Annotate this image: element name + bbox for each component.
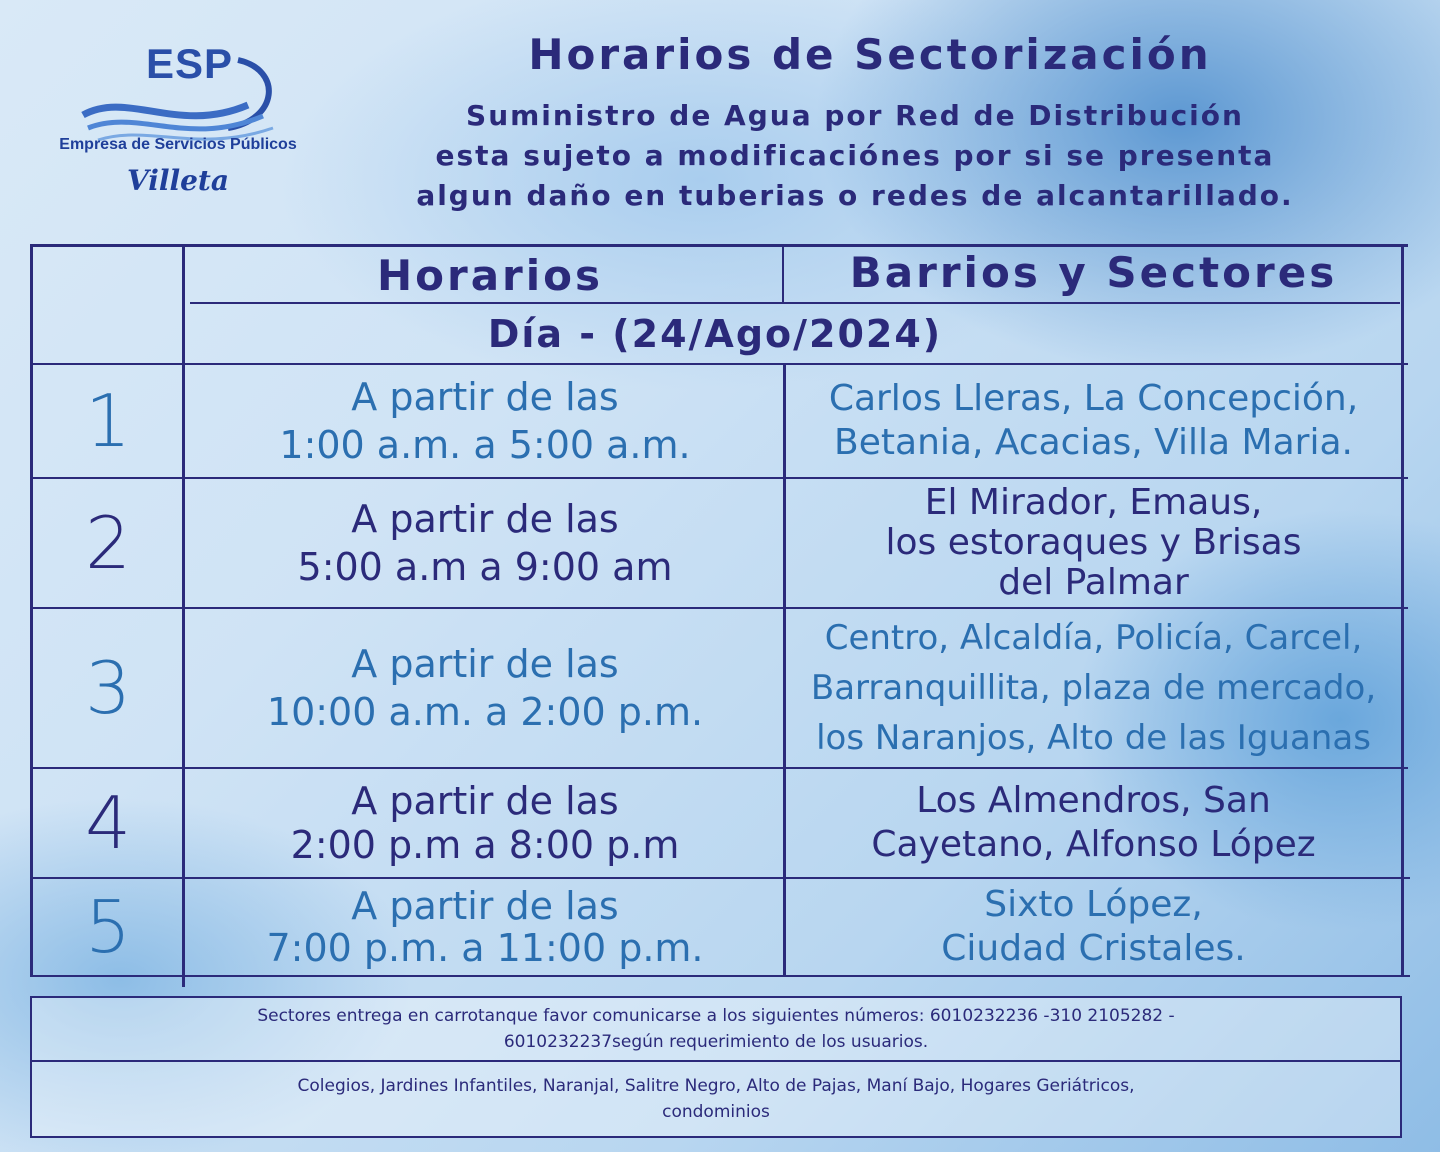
time-range: [185, 479, 785, 607]
table-border-bottom: [30, 975, 1410, 977]
subtitle-line: esta sujeto a modificaciónes por si se presenta: [435, 139, 1275, 172]
sector-line: Betania, Acacias, Villa Maria.: [834, 422, 1353, 463]
time-range: [185, 365, 785, 477]
row-number: 3: [85, 646, 131, 730]
time-range: [185, 769, 785, 877]
sector-line: Ciudad Cristales.: [941, 928, 1246, 969]
places-list: [32, 1062, 1400, 1136]
row-number: 1: [85, 379, 131, 463]
row-number: 2: [85, 501, 131, 585]
sector-list: [786, 365, 1401, 477]
esp-logo: [48, 40, 308, 210]
time-range: [185, 879, 785, 975]
places-line: Colegios, Jardines Infantiles, Naranjal, Salitre Negro, Alto de Pajas, Maní Bajo, Hogares Geriátricos,: [297, 1076, 1135, 1096]
notice-line: 6010232237según requerimiento de los usuarios.: [503, 1032, 929, 1052]
time-line: A partir de las: [351, 375, 619, 419]
time-line: A partir de las: [351, 884, 619, 928]
subtitle-line: algun daño en tuberias o redes de alcantarillado.: [416, 179, 1294, 212]
places-line: condominios: [662, 1102, 770, 1122]
table-border-right: [1401, 244, 1404, 977]
sector-line: Carlos Lleras, La Concepción,: [828, 378, 1359, 419]
places-box: [30, 1060, 1402, 1138]
time-range: [185, 609, 785, 767]
sector-list: [786, 609, 1401, 767]
column-header-horarios: Horarios: [376, 250, 604, 300]
logo-company-name: Empresa de Servicios Públicos: [59, 136, 297, 153]
page-subtitle: [300, 96, 1410, 216]
tanker-notice-box: [30, 996, 1402, 1062]
tanker-notice: [32, 998, 1400, 1060]
row-number: 4: [85, 781, 131, 865]
time-line: A partir de las: [351, 497, 619, 541]
sector-list: [786, 769, 1401, 877]
sector-line: del Palmar: [998, 562, 1189, 603]
logo-town-name: Villeta: [126, 164, 230, 197]
sector-list: [786, 479, 1401, 607]
time-line: A partir de las: [351, 642, 619, 686]
sector-line: Cayetano, Alfonso López: [871, 824, 1316, 865]
time-line: 2:00 p.m a 8:00 p.m: [290, 823, 680, 867]
sector-line: Los Almendros, San: [916, 780, 1271, 821]
sector-line: los Naranjos, Alto de las Iguanas: [816, 718, 1371, 758]
sector-list: [786, 879, 1401, 975]
page-title: Horarios de Sectorización: [528, 30, 1212, 79]
sector-line: los estoraques y Brisas: [885, 522, 1302, 563]
time-line: 7:00 p.m. a 11:00 p.m.: [266, 926, 704, 970]
sector-line: El Mirador, Emaus,: [924, 482, 1263, 523]
time-line: 1:00 a.m. a 5:00 a.m.: [279, 423, 691, 467]
date-label: Día - (24/Ago/2024): [487, 312, 943, 356]
sector-line: Centro, Alcaldía, Policía, Carcel,: [824, 618, 1363, 658]
column-header-sectores: Barrios y Sectores: [849, 247, 1338, 297]
subtitle-line: Suministro de Agua por Red de Distribución: [466, 99, 1244, 132]
time-line: 5:00 a.m a 9:00 am: [297, 545, 673, 589]
time-line: A partir de las: [351, 779, 619, 823]
notice-line: Sectores entrega en carrotanque favor comunicarse a los siguientes números: 6010232236 -310 2105282 -: [257, 1006, 1175, 1026]
row-number: 5: [85, 885, 131, 969]
logo-mark: ESP: [146, 40, 234, 87]
sector-line: Barranquillita, plaza de mercado,: [810, 668, 1377, 708]
sector-line: Sixto López,: [984, 884, 1203, 925]
time-line: 10:00 a.m. a 2:00 p.m.: [266, 690, 704, 734]
